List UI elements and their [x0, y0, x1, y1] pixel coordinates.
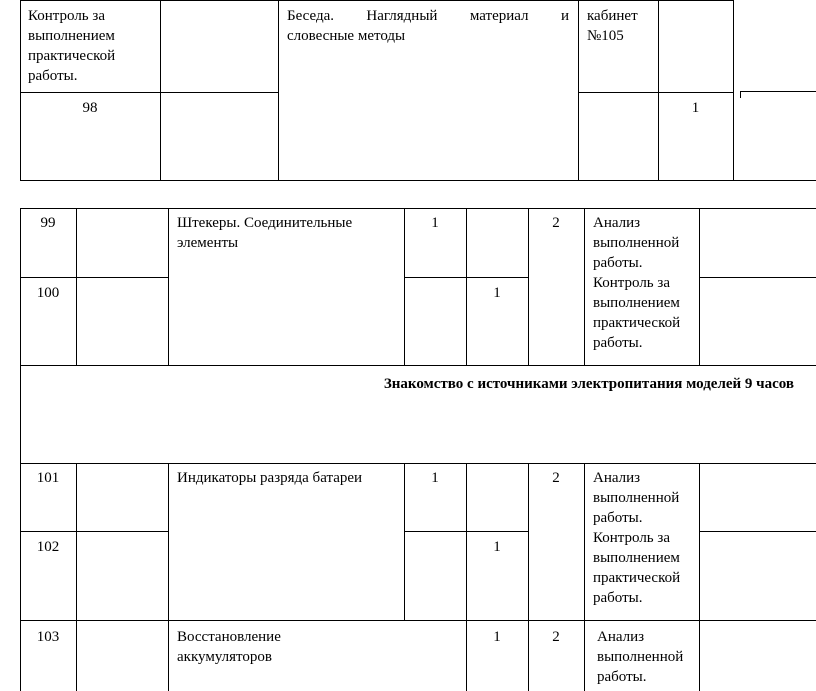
control-form-103: Анализ выполненной работы.: [597, 629, 684, 685]
lesson-count-101: 2: [552, 470, 560, 486]
topic-connectors: Штекеры. Соединительные элементы: [177, 215, 353, 251]
t1-lesson-number: 98: [82, 100, 98, 116]
t1-method-line1: Беседа. Наглядный материал и: [287, 8, 569, 24]
t1-control-cell: Контроль за выполнением практической работы.: [28, 8, 116, 84]
lesson-count-103: 2: [552, 629, 560, 645]
lesson-number-103: 103: [36, 629, 60, 645]
t1-room-cell: кабинет №105: [587, 8, 638, 44]
lesson-number-99: 99: [40, 215, 56, 231]
t1-method-line2: словесные методы: [287, 28, 406, 44]
hours-101: 1: [431, 470, 439, 486]
hours-103: 1: [493, 629, 501, 645]
hours-102: 1: [493, 539, 501, 555]
topic-battery-restoration: Восстановление аккумуляторов: [177, 629, 281, 665]
control-form-99: Анализ выполненной работы. Контроль за выполнением практической работы.: [593, 215, 681, 351]
lesson-number-101: 101: [36, 470, 60, 486]
lesson-number-100: 100: [36, 285, 60, 301]
lesson-number-102: 102: [36, 539, 60, 555]
lesson-count-99: 2: [552, 215, 560, 231]
section-title: Знакомство с источниками электропитания моделей 9 часов: [383, 376, 794, 392]
control-form-101: Анализ выполненной работы. Контроль за выполнением практической работы.: [593, 470, 681, 606]
hours-100: 1: [493, 285, 501, 301]
topic-battery-indicators: Индикаторы разряда батареи: [177, 470, 363, 486]
t1-hours-cell: 1: [691, 100, 700, 116]
hours-99: 1: [431, 215, 439, 231]
